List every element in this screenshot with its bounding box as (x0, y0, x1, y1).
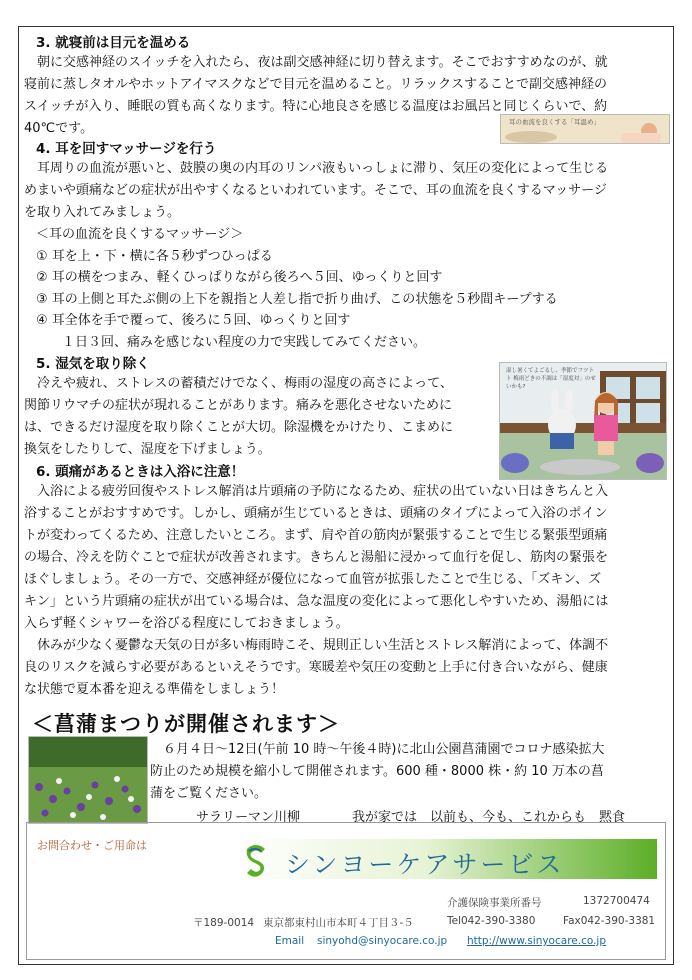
section-6-heading: 6. 頭痛があるときは入浴に注意！ (36, 464, 245, 480)
section-6-closing-line: 良のリスクを減らす必要があるといえそうです。寒暖差や気圧の変動と上手に付き合いながら、健康 (24, 660, 608, 675)
section-6-line: 入浴による疲労回復やストレス解消は片頭痛の予防になるため、症状の出ていない日はきちんと入 (37, 484, 609, 499)
section-5-line: 冷えや疲れ、ストレスの蓄積だけでなく、梅雨の湿度の高さによって、 (37, 376, 453, 391)
sleep-illustration (500, 114, 670, 144)
section-6-closing-line: 休みが少なく憂鬱な天気の日が多い梅雨時こそ、規則正しい生活とストレス解消によって、体調不 (37, 638, 609, 653)
section-5-line: 換気をしたりして、湿度を下げましょう。 (24, 442, 271, 457)
section-4-heading: 4. 耳を回すマッサージを行う (36, 141, 217, 157)
section-4-body (24, 158, 672, 224)
massage-list (36, 224, 558, 353)
section-3-line: 朝に交感神経のスイッチを入れたら、夜は副交感神経に切り替えます。そこでおすすめなのが、就 (37, 55, 608, 70)
section-5-heading: 5. 湿気を取り除く (36, 356, 150, 372)
event-line: ６月４日～12日(午前 10 時～午後４時)に北山公園菖蒲園でコロナ感染拡大 (163, 742, 605, 757)
rainy-season-illustration (499, 362, 667, 480)
address: 東京都東村山市本町４丁目３-５ (263, 917, 414, 929)
section-6-line: トが変わってくるため、注意したいところ。まず、肩や首の筋肉が緊張することで生じる緊張型頭痛 (24, 528, 608, 543)
section-5-line: は、できるだけ湿度を取り除くことが大切。除湿機をかけたり、こまめに (24, 420, 454, 435)
massage-note: １日３回、痛みを感じない程度の力で実践してみてください。 (62, 334, 427, 350)
massage-step: ④ 耳全体を手で覆って、後ろに５回、ゆっくりと回す (36, 313, 351, 328)
section-3-line: スイッチが入り、睡眠の質も高くなります。特に心地良さを感じる温度はお風呂と同じくらいで、約 (24, 99, 608, 114)
rainy-illustration-text: 湿し暑くてよごるし、季節でフツトト 梅雨どきの不調は「湿度対」のせいかも? (506, 368, 596, 390)
tel: Tel042-390-3380 (447, 915, 536, 927)
company-logo-icon (241, 841, 271, 879)
section-4-line: 耳周りの血流が悪いと、鼓膜の奥の内耳のリンパ液もいっしょに滞り、気圧の変化によって生じる (37, 161, 609, 176)
section-4-line: を取り入れてみましょう。 (24, 205, 181, 220)
sleep-illustration-text: 耳の血流を良くする「耳温め」 (509, 118, 600, 126)
fax: Fax042-390-3381 (563, 915, 656, 927)
event-line: 蒲をご覧ください。 (150, 786, 268, 801)
company-name: シンヨーケアサービス (285, 850, 565, 879)
postal-code: 〒189-0014 (193, 917, 255, 929)
section-4-line: めまいや頭痛などの症状が出やすくなるといわれています。そこで、耳の血流を良くするマッサージ (24, 183, 607, 198)
section-3-heading: 3. 就寝前は目元を温める (36, 35, 191, 51)
email-link[interactable]: sinyohd@sinyocare.co.jp (317, 935, 448, 947)
license-label: 介護保険事業所番号 (447, 897, 542, 909)
section-6-line: の場合、冷えを防ぐことで症状が改善されます。きちんと湯船に浸かって血行を促し、筋肉の緊張を (24, 550, 608, 565)
section-6-closing-line: な状態で夏本番を迎える準備をしましょう！ (24, 682, 285, 697)
senryu-label: サラリーマン川柳 (196, 810, 301, 825)
event-line: 防止のため規模を縮小して開催されます。600 種・8000 株・約 10 万本の菖 (150, 764, 604, 779)
section-6-line: 入らず軽くシャワーを浴びる程度にしておきましょう。 (24, 616, 349, 631)
massage-step: ② 耳の横をつまみ、軽くひっぱりながら後ろへ５回、ゆっくりと回す (36, 270, 443, 285)
contact-label: お問合わせ・ご用命は (37, 839, 147, 852)
section-6-line: キン」という片頭痛の症状が出ている場合は、急な温度の変化によって悪化しやすいため、湯船には (24, 594, 609, 609)
section-3-line: 40℃です。 (24, 121, 94, 136)
event-body (150, 739, 662, 805)
section-5-line: 関節リウマチの症状が現れることがあります。痛みを悪化させないために (24, 398, 452, 413)
iris-flowers-icon (29, 737, 147, 823)
section-6-line: 浴することがおすすめです。しかし、頭痛が生じているときは、頭痛のタイプによって入浴のポイン (24, 506, 608, 521)
massage-title: ＜耳の血流を良くするマッサージ＞ (36, 227, 244, 242)
section-5-body (24, 373, 494, 461)
contact-box (26, 822, 666, 960)
license-number: 1372700474 (583, 895, 650, 907)
event-title: ＜菖蒲まつりが開催されます＞ (32, 712, 340, 736)
massage-step: ① 耳を上・下・横に各５秒ずつひっぱる (36, 248, 273, 264)
website-link[interactable]: http://www.sinyocare.co.jp (467, 935, 607, 947)
section-6-body (24, 481, 672, 701)
section-6-line: ほぐしましょう。その一方で、交感神経が優位になって血管が拡張したことで生じる、「ズキン、ズ (24, 572, 602, 587)
iris-garden-photo (28, 736, 148, 824)
email-label: Email (275, 935, 305, 947)
section-3-line: 寝前に蒸しタオルやホットアイマスクなどで目元を温めること。リラックスすることで副交感神経の (24, 77, 608, 92)
massage-step: ③ 耳の上側と耳たぶ側の上下を親指と人差し指で折り曲げ、この状態を５秒間キープする (36, 291, 558, 307)
senryu-text: 我が家では 以前も、今も、これからも 黙食 (352, 810, 626, 825)
